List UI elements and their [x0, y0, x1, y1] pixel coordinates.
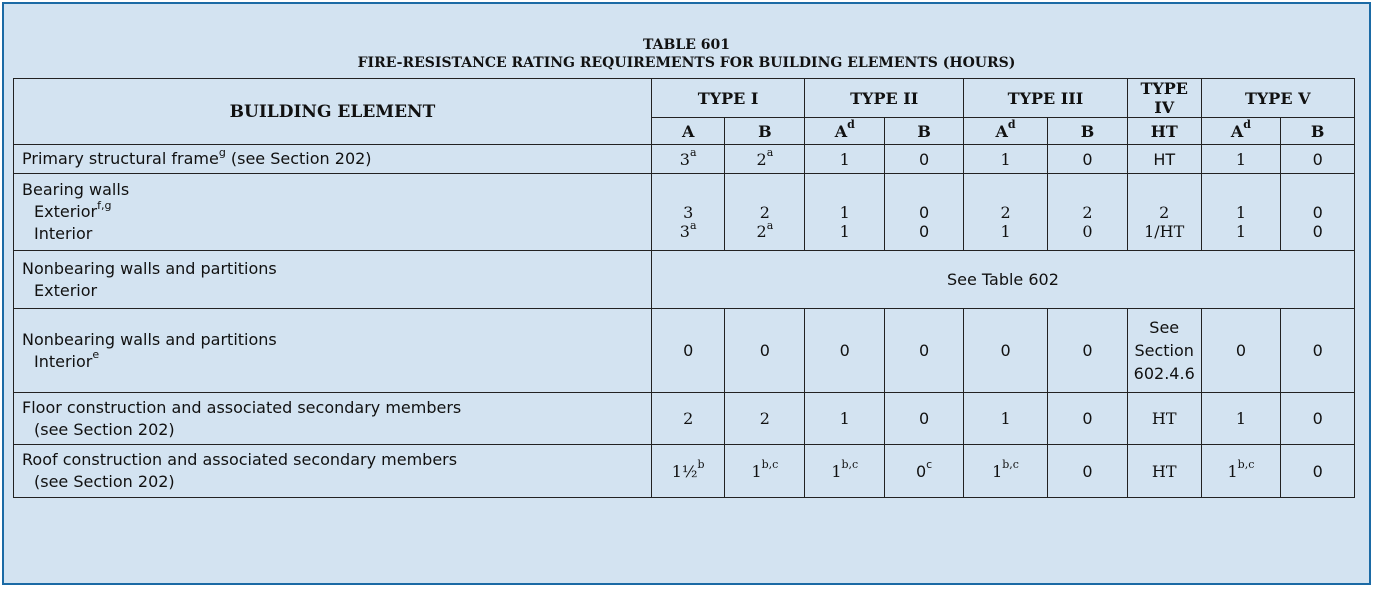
cell: 0: [725, 309, 805, 393]
cell: 0: [1201, 309, 1281, 393]
floor-label: Floor construction and associated secondary members: [22, 397, 462, 417]
table-caption: FIRE-RESISTANCE RATING REQUIREMENTS FOR BUILDING ELEMENTS (HOURS): [357, 55, 1016, 71]
nonbearing-label: Nonbearing walls and partitions: [22, 329, 277, 349]
cell: [1127, 174, 1201, 251]
see-text: See: [1149, 318, 1180, 337]
cell-footnote: a: [689, 218, 697, 232]
bearing-walls-label: Bearing walls: [22, 180, 130, 199]
cell-footnote: b,c: [761, 458, 779, 472]
cell: 2: [725, 393, 805, 445]
cell-interior: 1: [1000, 222, 1011, 241]
table-row-nonbearing-interior: [14, 309, 1355, 393]
cell-footnote: a: [766, 218, 774, 232]
type-ii-a-footnote: d: [847, 118, 855, 132]
cell: 0: [1048, 309, 1128, 393]
table-row-floor-construction: [14, 393, 1355, 445]
cell: [725, 145, 805, 174]
table-row-bearing-walls: [14, 174, 1355, 251]
cell-exterior: 2: [759, 203, 770, 222]
nonbearing-exterior-label: Exterior: [34, 280, 98, 300]
type-v-a-footnote: d: [1243, 118, 1251, 132]
table-title: [4, 36, 1369, 72]
type-iii-a-footnote: d: [1007, 118, 1016, 132]
cell: 1: [964, 145, 1048, 174]
cell: [725, 445, 805, 498]
cell: [964, 445, 1048, 498]
see-section-cell: [1127, 309, 1201, 393]
row-label-floor-construction: [14, 393, 652, 445]
type-i-header: TYPE I: [651, 79, 804, 118]
type-v-a-header: [1201, 118, 1281, 145]
cell-value: 1: [831, 461, 842, 481]
type-iv-header: TYPE IV: [1127, 79, 1201, 118]
cell-interior: 3: [679, 222, 690, 241]
cell: [1048, 174, 1128, 251]
cell: [1201, 174, 1281, 251]
bearing-exterior-label: [22, 198, 651, 223]
primary-frame-reference: (see Section 202): [225, 149, 372, 168]
cell: 2: [651, 393, 725, 445]
cell: 0: [885, 309, 964, 393]
cell-exterior: 0: [1312, 203, 1323, 222]
cell-exterior: 3: [683, 203, 694, 222]
cell-exterior: 1: [839, 203, 850, 222]
cell: [964, 174, 1048, 251]
cell-exterior: 1: [1235, 203, 1247, 222]
fire-resistance-table: [13, 78, 1355, 498]
type-ii-b-header: B: [885, 118, 964, 145]
table-row-nonbearing-exterior: [14, 251, 1355, 309]
exterior-footnote: f,g: [97, 198, 112, 212]
cell: [725, 174, 805, 251]
cell: 1: [1201, 393, 1281, 445]
roof-reference: (see Section 202): [34, 472, 175, 491]
cell: HT: [1127, 145, 1201, 174]
cell: 0: [651, 309, 725, 393]
cell-interior: 0: [1312, 222, 1323, 241]
type-ii-a-label: A: [834, 121, 848, 141]
cell-footnote: b,c: [1237, 458, 1255, 472]
cell-interior: 0: [919, 222, 930, 241]
row-label-nonbearing-exterior: [14, 251, 652, 309]
cell-footnote: b: [697, 458, 705, 472]
cell: 0: [1281, 393, 1355, 445]
row-label-primary-frame: [14, 145, 652, 174]
cell-interior: 2: [756, 222, 767, 241]
exterior-text: Exterior: [34, 202, 98, 221]
cell-interior: 1/HT: [1144, 222, 1185, 241]
type-iii-b-header: B: [1048, 118, 1128, 145]
type-iv-ht-header: HT: [1127, 118, 1201, 145]
cell: [885, 445, 964, 498]
type-i-b-header: B: [725, 118, 805, 145]
cell: 1: [1201, 145, 1281, 174]
cell-exterior: 2: [1000, 203, 1011, 222]
cell-footnote: c: [926, 458, 933, 472]
table-number: TABLE 601: [643, 37, 730, 53]
cell-value: 0: [915, 461, 927, 481]
cell-value: 1½: [671, 461, 698, 481]
type-iii-a-header: [964, 118, 1048, 145]
cell: 0: [885, 145, 964, 174]
cell-value: 1: [751, 461, 762, 481]
cell: [805, 174, 885, 251]
cell: 0: [1281, 445, 1355, 498]
cell-footnote: b,c: [1002, 458, 1019, 472]
cell-value: 1: [1227, 461, 1238, 481]
cell: HT: [1127, 445, 1201, 498]
cell: 0: [1048, 145, 1128, 174]
section-number: 602.4.6: [1133, 364, 1195, 383]
cell-exterior: 0: [919, 203, 930, 222]
type-v-b-header: B: [1281, 118, 1355, 145]
see-table-602-cell: See Table 602: [651, 251, 1354, 309]
cell-exterior: 2: [1159, 203, 1170, 222]
table-row-roof-construction: [14, 445, 1355, 498]
cell: [1201, 445, 1281, 498]
interior-footnote: e: [92, 348, 100, 362]
cell: [805, 445, 885, 498]
row-label-roof-construction: [14, 445, 652, 498]
cell-interior: 1: [1235, 222, 1247, 241]
cell: 1: [805, 393, 885, 445]
type-v-header: TYPE V: [1201, 79, 1355, 118]
row-label-bearing-walls: [14, 174, 652, 251]
cell: 0: [1048, 393, 1128, 445]
cell-interior: 0: [1082, 222, 1093, 241]
floor-reference: (see Section 202): [34, 419, 175, 439]
cell: [651, 445, 725, 498]
table-row-primary-frame: [14, 145, 1355, 174]
cell-value: 2: [756, 149, 767, 169]
type-i-a-header: A: [651, 118, 725, 145]
cell: 0: [885, 393, 964, 445]
cell: 0: [964, 309, 1048, 393]
cell: 0: [1281, 309, 1355, 393]
type-ii-a-header: [805, 118, 885, 145]
cell: [885, 174, 964, 251]
building-element-header: BUILDING ELEMENT: [14, 79, 652, 145]
interior-text: Interior: [34, 351, 93, 371]
type-iii-a-label: A: [995, 121, 1008, 141]
cell-footnote: a: [689, 146, 697, 160]
cell: 0: [805, 309, 885, 393]
bearing-interior-label: Interior: [34, 224, 93, 243]
primary-frame-label: Primary structural frame: [22, 149, 219, 168]
cell-footnote: a: [766, 146, 774, 160]
cell-interior: 1: [839, 222, 850, 241]
type-ii-header: TYPE II: [805, 79, 964, 118]
cell-exterior: 2: [1082, 203, 1093, 222]
cell: 1: [805, 145, 885, 174]
cell: 0: [1048, 445, 1128, 498]
row-label-nonbearing-interior: [14, 309, 652, 393]
cell: [651, 145, 725, 174]
section-text: Section: [1134, 341, 1194, 360]
type-v-a-label: A: [1230, 121, 1244, 141]
cell-footnote: b,c: [841, 458, 859, 472]
cell: 1: [964, 393, 1048, 445]
type-iii-header: TYPE III: [964, 79, 1128, 118]
nonbearing-label: Nonbearing walls and partitions: [22, 258, 277, 278]
cell-value: 3: [679, 149, 690, 169]
roof-label: Roof construction and associated secondary members: [22, 450, 458, 469]
cell: HT: [1127, 393, 1201, 445]
cell: 0: [1281, 145, 1355, 174]
cell-value: 1: [992, 461, 1003, 481]
cell: [651, 174, 725, 251]
cell: [1281, 174, 1355, 251]
nonbearing-interior-label: [22, 348, 651, 373]
header-row-types: [14, 79, 1355, 118]
primary-frame-footnote: g: [218, 145, 226, 159]
